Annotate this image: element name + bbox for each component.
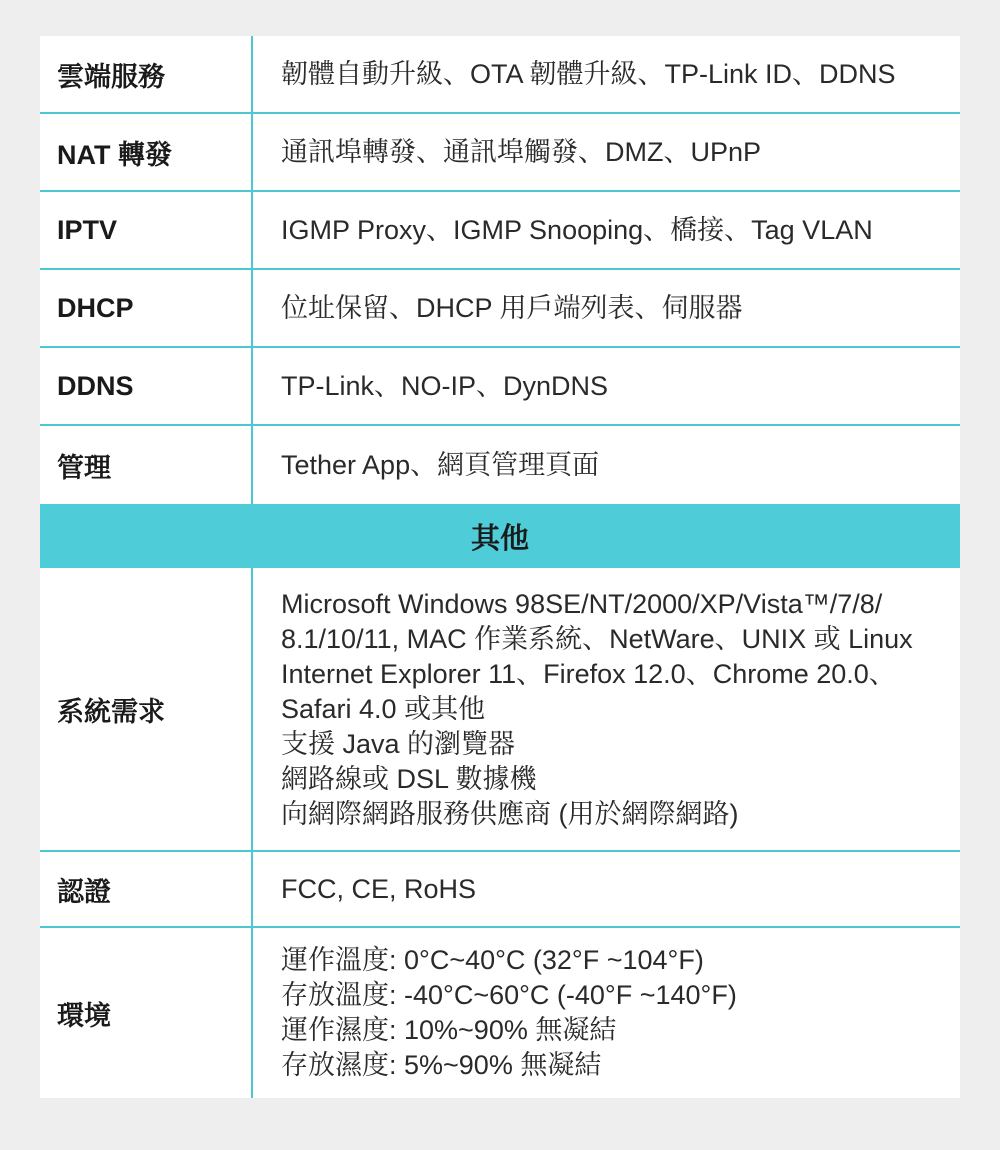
spec-row-system-requirements	[40, 568, 960, 852]
row-label: DHCP	[40, 270, 253, 346]
row-label: 系統需求	[40, 568, 253, 850]
row-value-text: Tether App、網頁管理頁面	[281, 449, 600, 480]
row-value	[253, 114, 960, 190]
row-value-line: Internet Explorer 11、Firefox 12.0、Chrome 20.0、	[281, 658, 896, 689]
row-value	[253, 852, 960, 926]
row-value-line: Safari 4.0 或其他	[281, 693, 486, 724]
row-label: IPTV	[40, 192, 253, 268]
row-value	[253, 928, 960, 1098]
row-label: 雲端服務	[40, 36, 253, 112]
row-value-line: 存放溫度: -40°C~60°C (-40°F ~140°F)	[281, 980, 737, 1010]
row-value-text: IGMP Proxy、IGMP Snooping、橋接、Tag VLAN	[281, 214, 873, 245]
row-label: 管理	[40, 426, 253, 504]
row-value	[253, 270, 960, 346]
spec-row-management	[40, 426, 960, 504]
section-header-other: 其他	[40, 504, 960, 568]
row-value-line: 運作溫度: 0°C~40°C (32°F ~104°F)	[281, 945, 704, 975]
row-label: 環境	[40, 928, 253, 1098]
spec-row-cloud	[40, 36, 960, 114]
row-value	[253, 192, 960, 268]
row-value-line: 存放濕度: 5%~90% 無凝結	[281, 1050, 602, 1080]
row-value-text: FCC, CE, RoHS	[281, 873, 477, 904]
row-value-line: Microsoft Windows 98SE/NT/2000/XP/Vista™/7/8/	[281, 588, 883, 619]
row-label: NAT 轉發	[40, 114, 253, 190]
row-value	[253, 348, 960, 424]
row-value-line: 8.1/10/11, MAC 作業系統、NetWare、UNIX 或 Linux	[281, 623, 913, 654]
row-value	[253, 568, 960, 850]
row-value-text: 位址保留、DHCP 用戶端列表、伺服器	[281, 292, 743, 323]
spec-table	[40, 36, 960, 1098]
row-value-line: 運作濕度: 10%~90% 無凝結	[281, 1015, 617, 1045]
spec-row-certification	[40, 852, 960, 928]
row-value	[253, 426, 960, 504]
row-value	[253, 36, 960, 112]
row-label: 認證	[40, 852, 253, 926]
row-value-line: 向網際網路服務供應商 (用於網際網路)	[281, 798, 739, 829]
spec-row-ddns	[40, 348, 960, 426]
row-value-line: 網路線或 DSL 數據機	[281, 763, 537, 794]
row-label: DDNS	[40, 348, 253, 424]
row-value-text: 通訊埠轉發、通訊埠觸發、DMZ、UPnP	[281, 136, 762, 167]
row-value-line: 支援 Java 的瀏覽器	[281, 728, 516, 759]
spec-row-environment	[40, 928, 960, 1098]
spec-row-dhcp	[40, 270, 960, 348]
spec-row-nat	[40, 114, 960, 192]
row-value-text: 韌體自動升級、OTA 韌體升級、TP-Link ID、DDNS	[281, 58, 896, 89]
row-value-text: TP-Link、NO-IP、DynDNS	[281, 370, 609, 401]
spec-row-iptv	[40, 192, 960, 270]
